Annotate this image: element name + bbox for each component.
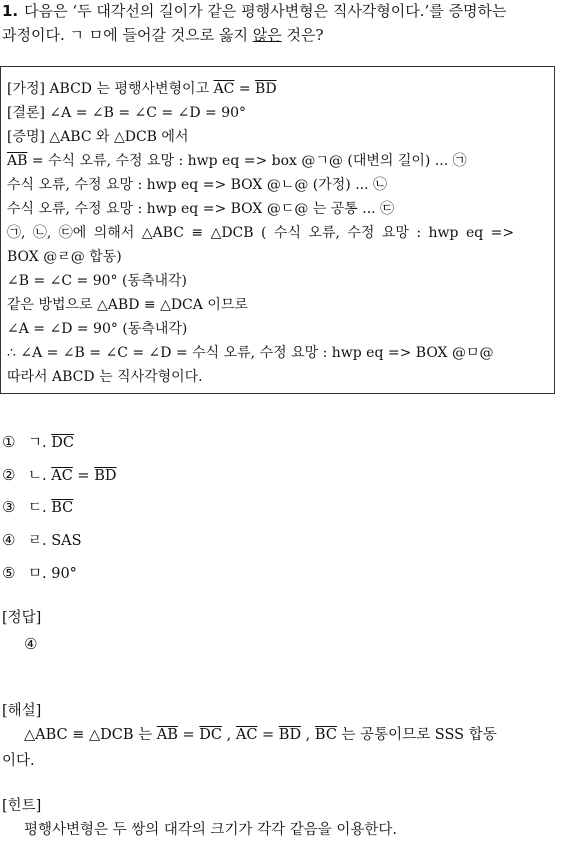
proof-step-9: 따라서 ABCD 는 직사각형이다. [7,369,203,385]
choice-4[interactable]: ④ ㄹ. SAS [2,531,82,549]
choice-2[interactable]: ② ㄴ. $\overline{AC} = \overline{BD}$ [2,466,117,484]
choice-1[interactable]: ① ㄱ. $\overline{DC}$ [2,433,74,451]
explanation-heading: [해설] [2,703,42,719]
question-stem-line2: 과정이다. ㄱ ㅁ에 들어갈 것으로 옳지 않은 것은? [2,26,324,44]
proof-step-4: ㉠, ㉡, ㉢에 의해서 △ABC ≡ △DCB ( 수식 오류, 수정 요망 : hwp eq => [7,225,515,241]
question-text-line1: 다음은 ‘두 대각선의 길이가 같은 평행사변형은 직사각형이다.’를 증명하는 [24,2,507,20]
proof-step-3: 수식 오류, 수정 요망 : hwp eq => BOX @ㄷ@ 는 공통 ... ㉢ [7,201,395,217]
hint-heading: [힌트] [2,798,42,814]
explanation-line1: △ABC ≡ △DCB 는 $\overline{AB} = \overline{DC}$ , $\overline{AC} = \overline{BD}$ , $\overline{BC}$ 는 공통이므로 SSS 합동 [24,727,497,743]
choice-5[interactable]: ⑤ ㅁ. 90° [2,564,77,582]
proof-step-1: $\overline{AB}$ = 수식 오류, 수정 요망 : hwp eq => box @ㄱ@ (대변의 길이) ... ㉠ [7,153,467,169]
proof-conclusion: [결론] ∠A = ∠B = ∠C = ∠D = 90° [7,105,247,121]
emphasis-underline: 않은 [252,26,282,44]
proof-step-4-cont: BOX @ㄹ@ 합동) [7,249,122,265]
proof-box [0,66,555,394]
hint-text: 평행사변형은 두 쌍의 대각의 크기가 각각 같음을 이용한다. [24,822,398,838]
question-stem [2,0,507,22]
proof-step-7: ∠A = ∠D = 90° (동측내각) [7,321,188,337]
proof-step-2: 수식 오류, 수정 요망 : hwp eq => BOX @ㄴ@ (가정) ... ㉡ [7,177,388,193]
proof-assumption: [가정] ABCD 는 평행사변형이고 $\overline{AC} = \overline{BD}$ [7,81,277,97]
proof-step-5: ∠B = ∠C = 90° (동측내각) [7,273,188,289]
proof-step-8: ∴ ∠A = ∠B = ∠C = ∠D = 수식 오류, 수정 요망 : hwp eq => BOX @ㅁ@ [7,345,494,361]
proof-step-6: 같은 방법으로 △ABD ≡ △DCA 이므로 [7,297,248,313]
choice-3[interactable]: ③ ㄷ. $\overline{BC}$ [2,498,74,516]
question-number: 1. [2,2,19,20]
answer-heading: [정답] [2,610,42,626]
explanation-line2: 이다. [2,753,35,769]
proof-heading: [증명] △ABC 와 △DCB 에서 [7,129,189,145]
answer-value: ④ [24,635,38,653]
